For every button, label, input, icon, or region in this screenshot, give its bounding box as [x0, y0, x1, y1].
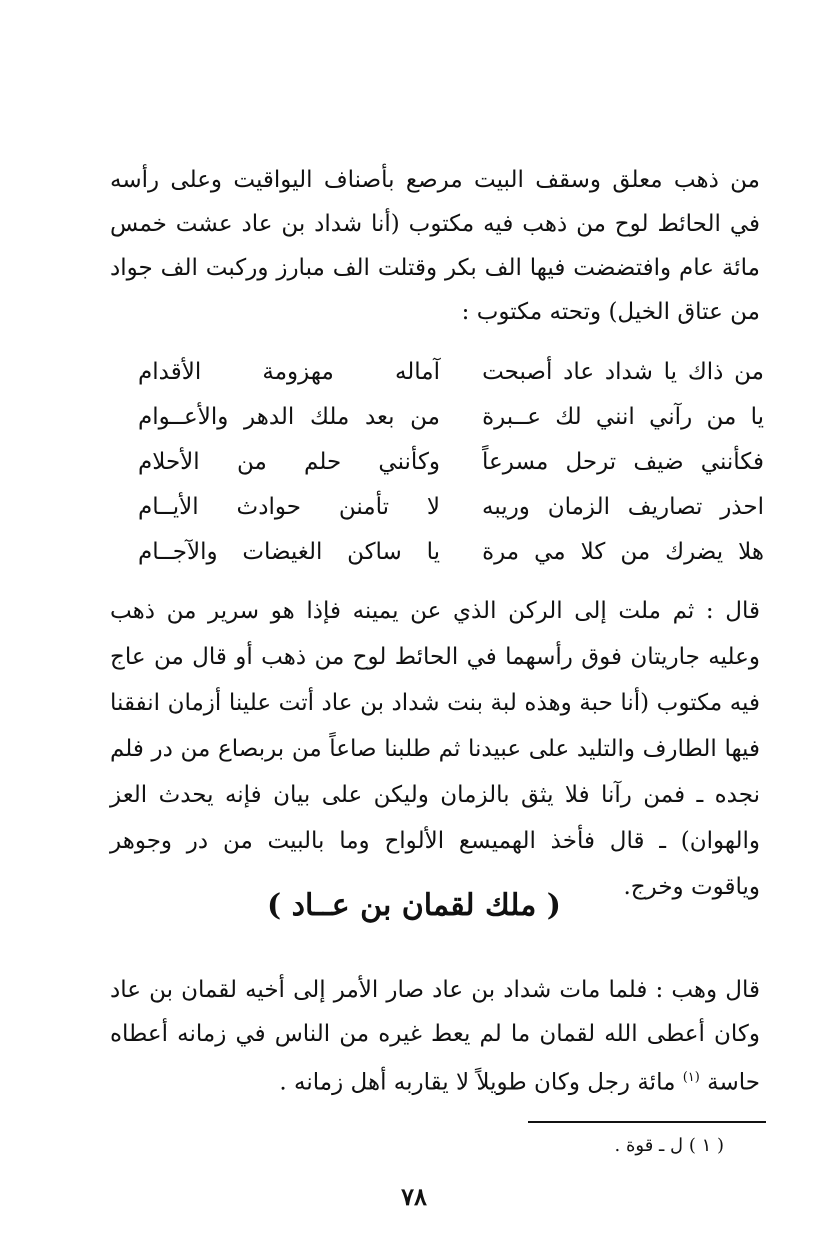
poem-word: لا — [426, 494, 440, 520]
paragraph-3-before: قال وهب : فلما مات شداد بن عاد صار الأمر إلى أخيه لقمان بن عاد وكان أعطى الله لقمان ما لم يعط غيره من الناس في زمانه أعطاه حاسة — [110, 977, 760, 1096]
poem-word: حوادث — [236, 494, 301, 520]
poem-word: آماله — [394, 359, 440, 385]
poem-hemistich-second — [110, 494, 440, 520]
poem-hemistich-second — [110, 449, 440, 475]
poem-hemistich-second — [110, 539, 440, 565]
paragraph-2-text: قال : ثم ملت إلى الركن الذي عن يمينه فإذا هو سرير من ذهب وعليه جاريتان فوق رأسهما في الحائط لوح من ذهب أو قال من عاج فيه مكتوب (أنا حبة وهذه لبة بنت شداد بن عاد أتت علينا أزمان انفقنا فيها الطارف والتليد على عبيدنا ثم طلبنا صاعاً من بربصاع من در فلم نجده ـ فمن رآنا فلا يثق بالزمان وليكن على بيان فإنه يحدث العز والهوان) ـ قال فأخذ الهميسع الألواح وما بالبيت من در وجوهر وياقوت وخرج. — [110, 598, 760, 900]
poem-hemistich-first — [440, 539, 770, 565]
poem-word: ترحل — [565, 449, 617, 475]
poem-word: تأمنن — [338, 494, 389, 520]
poem-word: كلا — [580, 539, 606, 565]
poem-word: الأحلام — [138, 449, 200, 475]
poem-word: يا — [750, 404, 764, 430]
poem-word: لك — [555, 404, 582, 430]
poem-word: يا — [426, 539, 440, 565]
poem-word: انني — [595, 404, 635, 430]
poem-word: وريبه — [482, 494, 530, 520]
poem-word: عــبرة — [482, 404, 541, 430]
poem-word: ساكن — [347, 539, 402, 565]
poem-word: مسرعاً — [482, 449, 549, 475]
poem-word: من — [706, 404, 737, 430]
section-heading: ( ملك لقمان بن عــاد ) — [267, 888, 561, 923]
poem-word: والأعــوام — [138, 404, 229, 430]
poem-word: فكأنني — [700, 449, 764, 475]
poem-word: الزمان — [547, 494, 610, 520]
footnote-marker: (١) — [682, 1070, 700, 1085]
poem-word: أصبحت — [482, 359, 553, 385]
footnote: ( ١ ) ل ـ قوة . — [614, 1135, 724, 1156]
poem-word: الأقدام — [138, 359, 202, 385]
poem-word: الأيــام — [138, 494, 199, 520]
poem-verse — [110, 430, 770, 475]
poem-word: يا — [663, 359, 678, 385]
poem-hemistich-first — [440, 359, 770, 385]
poem-word: ضيف — [633, 449, 684, 475]
poem-verse — [110, 475, 770, 520]
page-number: ٧٨ — [401, 1182, 427, 1211]
poem-verse — [110, 520, 770, 565]
poem-word: الغيضات — [242, 539, 323, 565]
poem-word: من — [236, 449, 267, 475]
poem-word: رآني — [649, 404, 693, 430]
poem-word: من — [410, 404, 440, 430]
footnote-rule — [528, 1121, 766, 1123]
poem-word: هلا — [738, 539, 764, 565]
poem-word: بعد — [364, 404, 395, 430]
poem-word: حلم — [304, 449, 342, 475]
poem-word: وكأنني — [378, 449, 440, 475]
paragraph-1-text: من ذهب معلق وسقف البيت مرصع بأصناف اليواقيت وعلى رأسه في الحائط لوح من ذهب فيه مكتوب (أنا شداد بن عاد عشت خمس مائة عام وافتضضت فيها الف بكر وقتلت الف مبارز وركبت الف جواد من عتاق الخيل) وتحته مكتوب : — [110, 167, 760, 325]
paragraph-3-text — [110, 968, 760, 1105]
poem-word: من — [620, 539, 651, 565]
poem-word: مرة — [482, 539, 520, 565]
paragraph-1 — [110, 158, 760, 334]
poem-word: مهزومة — [262, 359, 334, 385]
poem-word: تصاريف — [627, 494, 703, 520]
poem-word: عاد — [563, 359, 595, 385]
poem-hemistich-second — [110, 404, 440, 430]
poem — [110, 340, 770, 565]
paragraph-3 — [110, 968, 760, 1105]
poem-hemistich-first — [440, 449, 770, 475]
poem-word: ذاك — [687, 359, 724, 385]
poem-word: يضرك — [665, 539, 724, 565]
paragraph-2 — [110, 588, 760, 910]
poem-verse — [110, 340, 770, 385]
poem-word: شداد — [604, 359, 653, 385]
poem-hemistich-second — [110, 359, 440, 385]
poem-word: والآجــام — [138, 539, 218, 565]
poem-verse — [110, 385, 770, 430]
poem-word: مي — [534, 539, 566, 565]
poem-word: من — [734, 359, 764, 385]
poem-word: الدهر — [244, 404, 295, 430]
poem-word: ملك — [309, 404, 350, 430]
poem-hemistich-first — [440, 404, 770, 430]
poem-hemistich-first — [440, 494, 770, 520]
poem-word: احذر — [720, 494, 764, 520]
paragraph-3-after: مائة رجل وكان طويلاً لا يقاربه أهل زمانه . — [279, 1069, 676, 1096]
